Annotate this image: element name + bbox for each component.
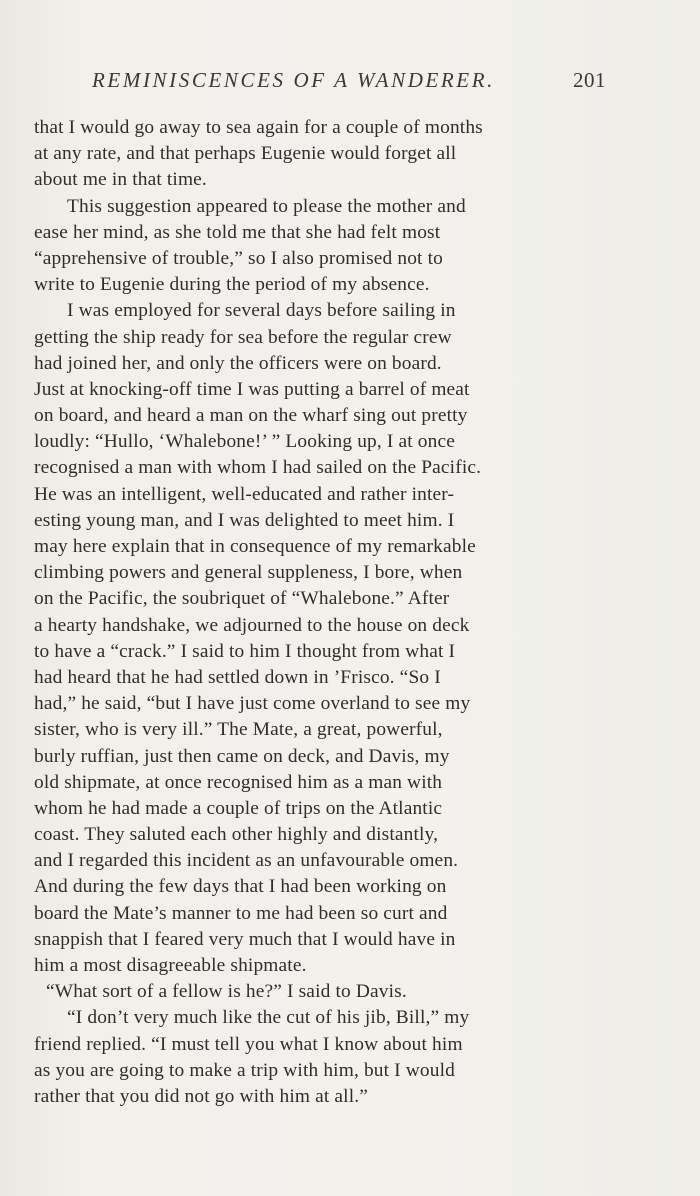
- text-line: friend replied. “I must tell you what I know about him: [34, 1033, 463, 1055]
- page-number: 201: [573, 68, 606, 92]
- text-line: him a most disagreeable shipmate.: [34, 955, 307, 976]
- text-line: loudly: “Hullo, ‘Whalebone!’ ” Looking up, I at once: [34, 431, 455, 453]
- text-line: had joined her, and only the officers were on board.: [34, 352, 442, 374]
- text-line: about me in that time.: [34, 169, 207, 191]
- paragraph-first-line: This suggestion appeared to please the mother and: [67, 195, 466, 217]
- body-text: [34, 115, 614, 1110]
- running-title: REMINISCENCES OF A WANDERER.: [92, 68, 496, 92]
- text-line: on the Pacific, the soubriquet of “Whalebone.” After: [34, 588, 450, 610]
- text-line: that I would go away to sea again for a couple of months: [34, 117, 483, 138]
- text-line: esting young man, and I was delighted to meet him. I: [34, 509, 455, 531]
- text-line: snappish that I feared very much that I would have in: [34, 928, 456, 950]
- text-line: a hearty handshake, we adjourned to the house on deck: [34, 614, 470, 636]
- paragraph-first-line: “I don’t very much like the cut of his jib, Bill,” my: [67, 1007, 470, 1029]
- text-line: to have a “crack.” I said to him I thought from what I: [34, 640, 456, 662]
- text-line: getting the ship ready for sea before the regular crew: [34, 326, 452, 348]
- text-line: had heard that he had settled down in ’Frisco. “So I: [34, 666, 441, 688]
- text-line: as you are going to make a trip with him, but I would: [34, 1059, 456, 1081]
- page-header: [34, 66, 606, 98]
- text-line: He was an intelligent, well-educated and rather inter-: [34, 483, 455, 505]
- text-line: board the Mate’s manner to me had been so curt and: [34, 902, 448, 924]
- text-line: and I regarded this incident as an unfavourable omen.: [34, 850, 459, 872]
- text-line: rather that you did not go with him at all.”: [34, 1085, 369, 1107]
- text-line: write to Eugenie during the period of my absence.: [34, 274, 430, 296]
- text-line: whom he had made a couple of trips on the Atlantic: [34, 797, 443, 819]
- text-line: coast. They saluted each other highly and distantly,: [34, 824, 439, 846]
- text-line: old shipmate, at once recognised him as a man with: [34, 771, 443, 793]
- text-line: at any rate, and that perhaps Eugenie would forget all: [34, 143, 457, 165]
- text-line: burly ruffian, just then came on deck, and Davis, my: [34, 745, 450, 767]
- text-line: recognised a man with whom I had sailed on the Pacific.: [34, 457, 482, 479]
- text-line: sister, who is very ill.” The Mate, a great, powerful,: [34, 719, 443, 741]
- text-line: And during the few days that I had been working on: [34, 876, 447, 898]
- text-line: may here explain that in consequence of my remarkable: [34, 536, 476, 557]
- text-line: “apprehensive of trouble,” so I also promised not to: [34, 247, 443, 269]
- text-line: had,” he said, “but I have just come overland to see my: [34, 693, 471, 715]
- text-line: Just at knocking-off time I was putting a barrel of meat: [34, 378, 470, 400]
- text-line: climbing powers and general suppleness, I bore, when: [34, 562, 463, 584]
- text-line: on board, and heard a man on the wharf sing out pretty: [34, 405, 468, 427]
- text-line: ease her mind, as she told me that she had felt most: [34, 221, 441, 243]
- paragraph-first-line: “What sort of a fellow is he?” I said to Davis.: [46, 981, 407, 1003]
- paragraph-first-line: I was employed for several days before sailing in: [67, 300, 456, 322]
